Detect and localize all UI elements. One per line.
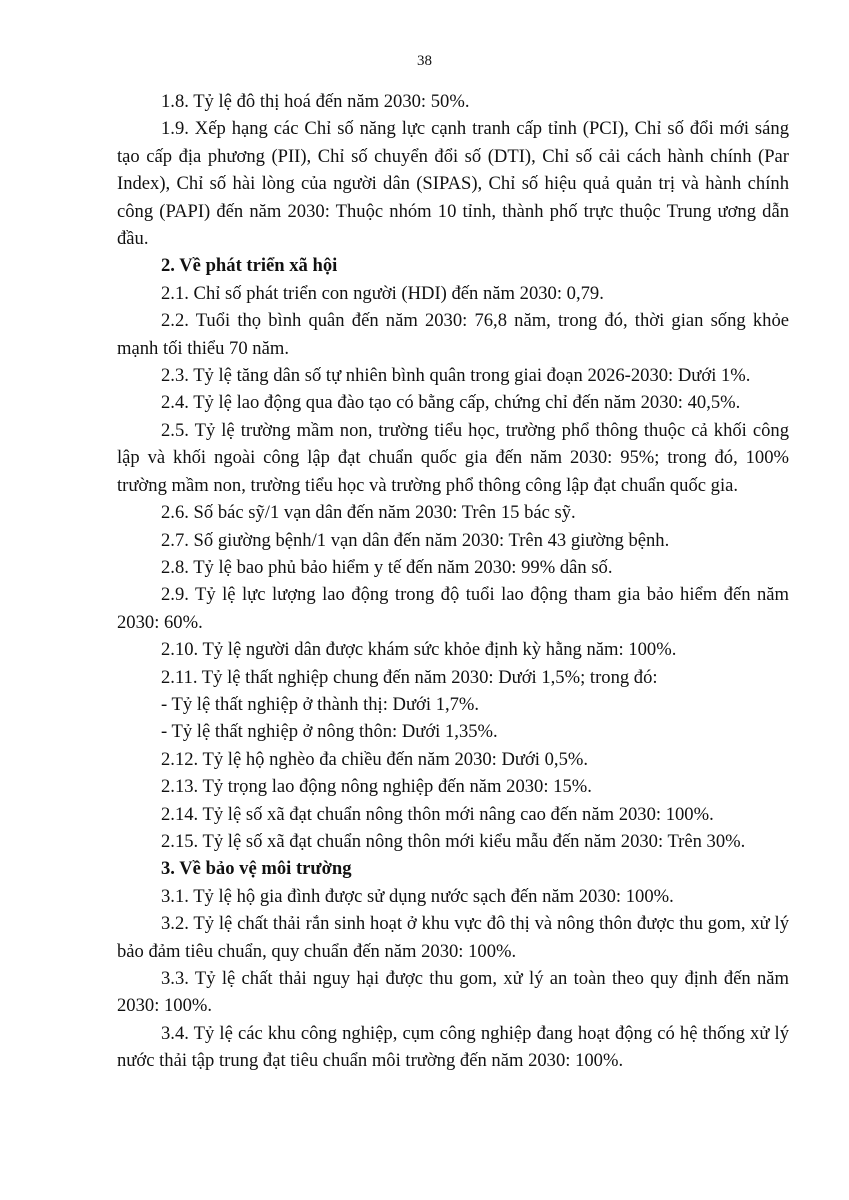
section-heading-environment: 3. Về bảo vệ môi trường — [161, 858, 352, 880]
paragraph-2-13: 2.13. Tỷ trọng lao động nông nghiệp đến năm 2030: 15%. — [161, 776, 592, 798]
paragraph-2-10: 2.10. Tỷ lệ người dân được khám sức khỏe định kỳ hằng năm: 100%. — [161, 639, 677, 661]
paragraph-3-1: 3.1. Tỷ lệ hộ gia đình được sử dụng nước sạch đến năm 2030: 100%. — [161, 885, 674, 907]
paragraph-1-8: 1.8. Tỷ lệ đô thị hoá đến năm 2030: 50%. — [161, 91, 470, 112]
paragraph-2-3: 2.3. Tỷ lệ tăng dân số tự nhiên bình quân trong giai đoạn 2026-2030: Dưới 1%. — [161, 365, 751, 387]
section-heading-social: 2. Về phát triển xã hội — [161, 255, 338, 277]
paragraph-2-14: 2.14. Tỷ lệ số xã đạt chuẩn nông thôn mới nâng cao đến năm 2030: 100%. — [161, 803, 714, 825]
paragraph-2-2: 2.2. Tuổi thọ bình quân đến năm 2030: 76,8 năm, trong đó, thời gian sống khỏe mạnh tối thiểu 70 năm. — [117, 310, 789, 359]
paragraph-2-12: 2.12. Tỷ lệ hộ nghèo đa chiều đến năm 2030: Dưới 0,5%. — [161, 748, 589, 770]
paragraph-1-9: 1.9. Xếp hạng các Chỉ số năng lực cạnh tranh cấp tỉnh (PCI), Chỉ số đổi mới sáng tạo cấp địa phương (PII), Chỉ số chuyển đổi số (DTI), Chỉ số cải cách hành chính (Par Index), Chỉ số hài lòng của người dân (SIPAS), Chỉ số hiệu quả quản trị và hành chính công (PAPI) đến năm 2030: Thuộc nhóm 10 tỉnh, thành phố trực thuộc Trung ương dẫn đầu. — [117, 118, 789, 250]
paragraph-2-4: 2.4. Tỷ lệ lao động qua đào tạo có bằng cấp, chứng chỉ đến năm 2030: 40,5%. — [161, 392, 741, 414]
paragraph-2-1: 2.1. Chỉ số phát triển con người (HDI) đến năm 2030: 0,79. — [161, 282, 604, 304]
bullet-rural-unemployment: - Tỷ lệ thất nghiệp ở nông thôn: Dưới 1,35%. — [161, 721, 498, 743]
paragraph-2-7: 2.7. Số giường bệnh/1 vạn dân đến năm 2030: Trên 43 giường bệnh. — [161, 529, 670, 551]
paragraph-2-15: 2.15. Tỷ lệ số xã đạt chuẩn nông thôn mới kiểu mẫu đến năm 2030: Trên 30%. — [161, 830, 746, 852]
paragraph-2-5: 2.5. Tỷ lệ trường mầm non, trường tiểu học, trường phổ thông thuộc cả khối công lập và khối ngoài công lập đạt chuẩn quốc gia đến năm 2030: 95%; trong đó, 100% trường mầm non, trường tiểu học và trường phổ thông công lập đạt chuẩn quốc gia. — [117, 419, 789, 496]
paragraph-2-6: 2.6. Số bác sỹ/1 vạn dân đến năm 2030: Trên 15 bác sỹ. — [161, 502, 576, 524]
paragraph-2-8: 2.8. Tỷ lệ bao phủ bảo hiểm y tế đến năm 2030: 99% dân số. — [161, 556, 613, 578]
paragraph-3-4: 3.4. Tỷ lệ các khu công nghiệp, cụm công nghiệp đang hoạt động có hệ thống xử lý nước thải tập trung đạt tiêu chuẩn môi trường đến năm 2030: 100%. — [117, 1022, 789, 1072]
paragraph-3-2: 3.2. Tỷ lệ chất thải rắn sinh hoạt ở khu vực đô thị và nông thôn được thu gom, xử lý bảo đảm tiêu chuẩn, quy chuẩn đến năm 2030: 100%. — [117, 913, 789, 962]
paragraph-2-11: 2.11. Tỷ lệ thất nghiệp chung đến năm 2030: Dưới 1,5%; trong đó: — [161, 666, 658, 688]
bullet-urban-unemployment: - Tỷ lệ thất nghiệp ở thành thị: Dưới 1,7%. — [161, 693, 480, 715]
page-number: 38 — [417, 53, 432, 69]
paragraph-3-3: 3.3. Tỷ lệ chất thải nguy hại được thu gom, xử lý an toàn theo quy định đến năm 2030: 100%. — [117, 968, 789, 1017]
paragraph-2-9: 2.9. Tỷ lệ lực lượng lao động trong độ tuổi lao động tham gia bảo hiểm đến năm 2030: 60%. — [117, 584, 789, 633]
document-body — [117, 88, 789, 1075]
